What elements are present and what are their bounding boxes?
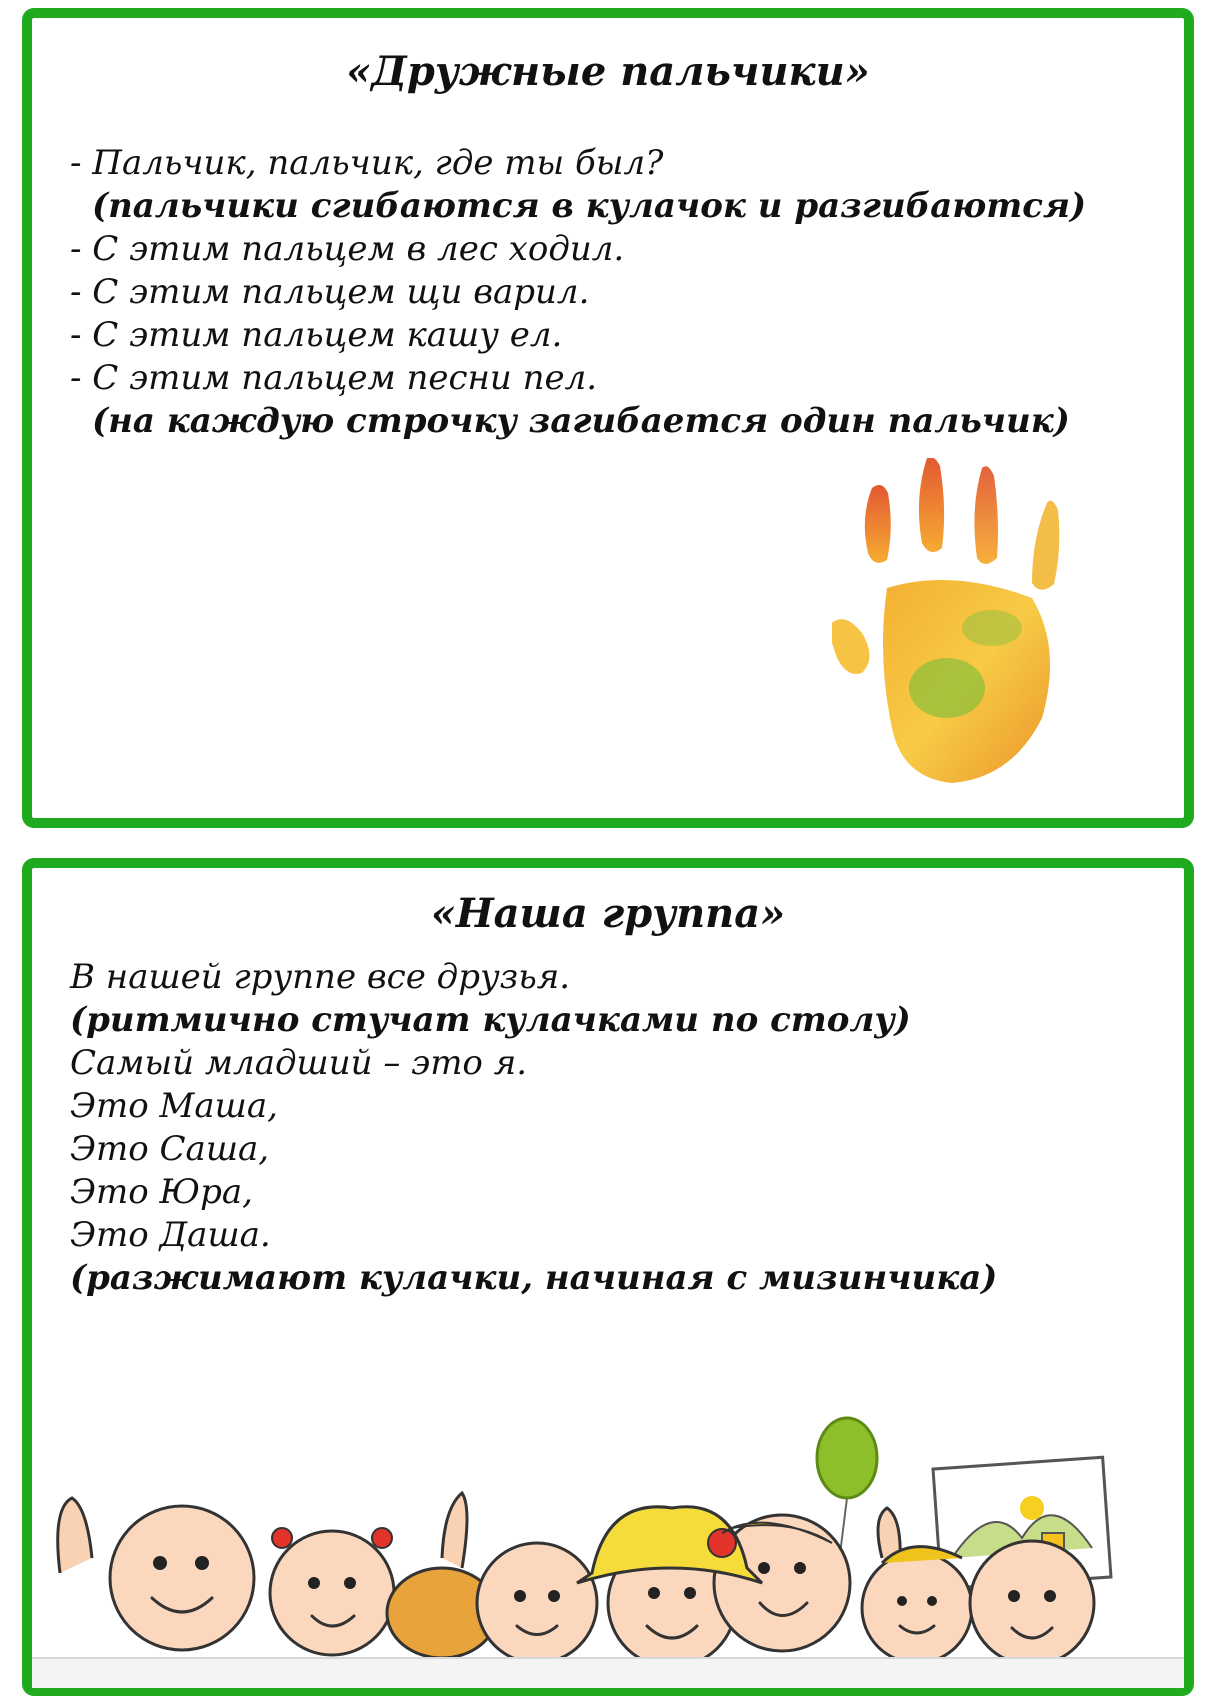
card-friendly-fingers <box>22 8 1194 828</box>
instruction-line: (пальчики сгибаются в кулачок и разгибаются) <box>92 186 1087 226</box>
card-our-group <box>22 858 1194 1696</box>
rhyme-line: - С этим пальцем щи варил. <box>70 272 590 312</box>
card-title: «Наша группа» <box>430 890 786 937</box>
rhyme-line: Это Саша, <box>70 1129 270 1169</box>
instruction-line: (на каждую строчку загибается один пальчик) <box>92 401 1070 441</box>
card-title: «Дружные пальчики» <box>346 48 870 95</box>
rhyme-text <box>70 142 1164 443</box>
rhyme-line: - С этим пальцем песни пел. <box>70 358 598 398</box>
rhyme-line: Это Юра, <box>70 1172 253 1212</box>
rhyme-line: - С этим пальцем в лес ходил. <box>70 229 625 269</box>
rhyme-line: - Пальчик, пальчик, где ты был? <box>70 143 664 183</box>
instruction-line: (ритмично стучат кулачками по столу) <box>70 1000 911 1040</box>
children-illustration <box>32 1358 1184 1688</box>
rhyme-line: Самый младший – это я. <box>70 1043 528 1083</box>
instruction-line: (разжимают кулачки, начиная с мизинчика) <box>70 1258 998 1298</box>
rhyme-line: Это Маша, <box>70 1086 278 1126</box>
rhyme-line: - С этим пальцем кашу ел. <box>70 315 563 355</box>
rhyme-line: Это Даша. <box>70 1215 271 1255</box>
rhyme-text <box>70 956 1164 1300</box>
handprint-illustration <box>832 458 1132 798</box>
rhyme-line: В нашей группе все друзья. <box>70 957 571 997</box>
